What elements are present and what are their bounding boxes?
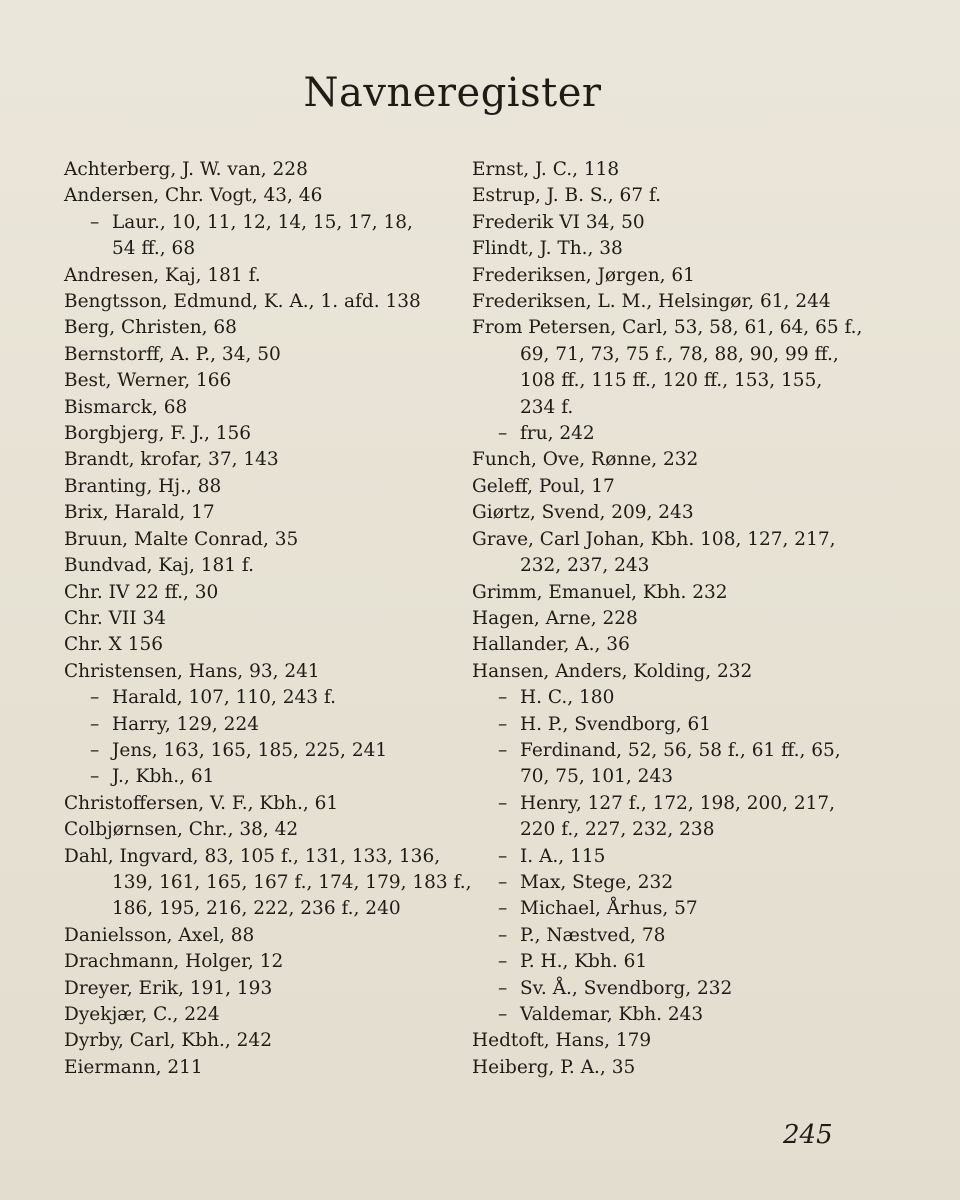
subentry-dash: – <box>90 739 100 761</box>
entry-continuation: 234 f. <box>520 396 574 418</box>
entry-text: Frederiksen, L. M., Helsingør, 61, 244 <box>472 291 831 313</box>
entry-text: Brix, Harald, 17 <box>64 502 215 524</box>
index-subentry <box>64 210 449 263</box>
subentry-dash: – <box>498 977 508 999</box>
index-entry <box>64 447 449 473</box>
index-entry <box>472 1055 842 1081</box>
entry-text: Colbjørnsen, Chr., 38, 42 <box>64 819 299 841</box>
index-entry <box>472 580 842 606</box>
index-entry <box>64 368 449 394</box>
entry-text: Estrup, J. B. S., 67 f. <box>472 185 662 207</box>
entry-text: Danielsson, Axel, 88 <box>64 924 255 946</box>
entry-text: Frederiksen, Jørgen, 61 <box>472 264 695 286</box>
entry-continuation: 70, 75, 101, 243 <box>520 766 673 788</box>
index-subentry <box>472 738 842 791</box>
entry-text: Chr. VII 34 <box>64 607 167 629</box>
index-entry <box>64 527 449 553</box>
index-entry <box>64 791 449 817</box>
entry-text: Best, Werner, 166 <box>64 370 232 392</box>
index-entry <box>64 157 449 183</box>
index-entry <box>64 1028 449 1054</box>
entry-text: fru, 242 <box>520 423 595 445</box>
entry-text: Andersen, Chr. Vogt, 43, 46 <box>64 185 323 207</box>
entry-text: Ernst, J. C., 118 <box>472 159 620 180</box>
index-entry <box>472 315 863 421</box>
subentry-dash: – <box>498 924 508 946</box>
index-subentry <box>472 870 842 896</box>
entry-text: Dreyer, Erik, 191, 193 <box>64 977 273 999</box>
subentry-dash: – <box>498 713 508 735</box>
index-entry <box>472 263 842 289</box>
entry-text: From Petersen, Carl, 53, 58, 61, 64, 65 f., <box>472 317 863 339</box>
index-entry <box>472 183 842 209</box>
subentry-dash: – <box>90 713 100 735</box>
entry-text: Hallander, A., 36 <box>472 634 630 656</box>
index-entry <box>64 342 449 368</box>
entry-text: Borgbjerg, F. J., 156 <box>64 423 252 445</box>
entry-text: Frederik VI 34, 50 <box>472 211 645 233</box>
entry-text: Drachmann, Holger, 12 <box>64 951 284 973</box>
index-subentry <box>64 764 449 790</box>
entry-continuation: 186, 195, 216, 222, 236 f., 240 <box>112 898 401 920</box>
index-entry <box>64 553 449 579</box>
entry-text: Dyekjær, C., 224 <box>64 1004 220 1025</box>
index-entry <box>64 183 449 209</box>
index-entry <box>64 421 449 447</box>
index-entry <box>472 659 842 685</box>
entry-text: Christoffersen, V. F., Kbh., 61 <box>64 792 339 814</box>
index-subentry <box>64 738 449 764</box>
page-number: 245 <box>783 1120 833 1150</box>
subentry-dash: – <box>498 423 508 445</box>
entry-text: Grave, Carl Johan, Kbh. 108, 127, 217, <box>472 528 836 550</box>
entry-text: Hansen, Anders, Kolding, 232 <box>472 660 753 682</box>
subentry-dash: – <box>498 1004 508 1025</box>
entry-text: Flindt, J. Th., 38 <box>472 238 623 260</box>
entry-text: Funch, Ove, Rønne, 232 <box>472 449 699 471</box>
index-subentry <box>472 844 842 870</box>
subentry-dash: – <box>90 687 100 709</box>
entry-text: Max, Stege, 232 <box>520 871 674 893</box>
entry-continuation: 69, 71, 73, 75 f., 78, 88, 90, 99 ff., <box>520 343 839 365</box>
entry-text: Heiberg, P. A., 35 <box>472 1056 636 1078</box>
index-entry <box>64 632 449 658</box>
index-entry <box>64 844 472 923</box>
index-entry <box>64 263 449 289</box>
entry-text: Chr. IV 22 ff., 30 <box>64 581 219 603</box>
index-subentry <box>472 712 842 738</box>
index-entry <box>64 659 449 685</box>
entry-continuation: 139, 161, 165, 167 f., 174, 179, 183 f., <box>112 871 472 893</box>
index-entry <box>64 817 449 843</box>
entry-text: Laur., 10, 11, 12, 14, 15, 17, 18, <box>112 211 413 233</box>
index-entry <box>64 949 449 975</box>
entry-text: Christensen, Hans, 93, 241 <box>64 660 320 682</box>
index-subentry <box>472 896 842 922</box>
entry-text: I. A., 115 <box>520 845 606 867</box>
entry-text: Bernstorff, A. P., 34, 50 <box>64 343 281 365</box>
index-entry <box>64 474 449 500</box>
subentry-dash: – <box>498 792 508 814</box>
index-entry <box>64 289 449 315</box>
entry-text: J., Kbh., 61 <box>112 766 215 788</box>
index-entry <box>472 1028 842 1054</box>
index-subentry <box>64 685 449 711</box>
index-entry <box>64 1002 449 1028</box>
entry-text: Brandt, krofar, 37, 143 <box>64 449 279 471</box>
index-subentry <box>64 712 449 738</box>
entry-text: Bengtsson, Edmund, K. A., 1. afd. 138 <box>64 291 421 313</box>
index-subentry <box>472 949 842 975</box>
index-entry <box>64 606 449 632</box>
entry-text: Eiermann, 211 <box>64 1056 203 1078</box>
page-title: Navneregister <box>303 70 602 116</box>
entry-text: Henry, 127 f., 172, 198, 200, 217, <box>520 792 836 814</box>
entry-text: P. H., Kbh. 61 <box>520 951 648 973</box>
entry-text: H. C., 180 <box>520 687 615 709</box>
index-entry <box>472 210 842 236</box>
index-column-right <box>472 157 863 1081</box>
entry-text: Branting, Hj., 88 <box>64 475 222 497</box>
index-subentry <box>472 1002 842 1028</box>
entry-text: H. P., Svendborg, 61 <box>520 713 712 735</box>
subentry-dash: – <box>90 211 100 233</box>
index-column-left <box>64 157 472 1081</box>
index-entry <box>472 500 842 526</box>
entry-text: Bruun, Malte Conrad, 35 <box>64 528 299 550</box>
entry-continuation: 54 ff., 68 <box>112 238 196 260</box>
index-subentry <box>472 685 842 711</box>
entry-text: Sv. Å., Svendborg, 232 <box>520 977 733 999</box>
entry-text: Dyrby, Carl, Kbh., 242 <box>64 1030 272 1052</box>
entry-text: Andresen, Kaj, 181 f. <box>64 264 261 286</box>
index-entry <box>472 447 842 473</box>
index-entry <box>64 976 449 1002</box>
index-entry <box>472 474 842 500</box>
index-entry <box>472 236 842 262</box>
entry-continuation: 220 f., 227, 232, 238 <box>520 819 715 841</box>
entry-text: Bismarck, 68 <box>64 396 188 418</box>
index-entry <box>64 315 449 341</box>
entry-text: Dahl, Ingvard, 83, 105 f., 131, 133, 136, <box>64 845 441 867</box>
entry-text: Bundvad, Kaj, 181 f. <box>64 555 254 577</box>
entry-text: Chr. X 156 <box>64 634 164 656</box>
subentry-dash: – <box>90 766 100 788</box>
entry-text: Geleff, Poul, 17 <box>472 475 615 497</box>
entry-text: Michael, Århus, 57 <box>520 898 698 920</box>
index-subentry <box>472 923 842 949</box>
entry-continuation: 232, 237, 243 <box>520 555 650 577</box>
index-entry <box>472 606 842 632</box>
subentry-dash: – <box>498 687 508 709</box>
entry-text: Valdemar, Kbh. 243 <box>520 1004 704 1025</box>
index-entry <box>64 395 449 421</box>
entry-text: Hedtoft, Hans, 179 <box>472 1030 652 1052</box>
entry-text: Jens, 163, 165, 185, 225, 241 <box>112 739 388 761</box>
index-subentry <box>472 976 842 1002</box>
subentry-dash: – <box>498 845 508 867</box>
index-subentry <box>472 791 842 844</box>
index-entry <box>64 580 449 606</box>
entry-continuation: 108 ff., 115 ff., 120 ff., 153, 155, <box>520 370 823 392</box>
index-entry <box>472 632 842 658</box>
subentry-dash: – <box>498 871 508 893</box>
entry-text: Ferdinand, 52, 56, 58 f., 61 ff., 65, <box>520 739 841 761</box>
index-entry <box>64 500 449 526</box>
entry-text: Giørtz, Svend, 209, 243 <box>472 502 694 524</box>
subentry-dash: – <box>498 951 508 973</box>
entry-text: P., Næstved, 78 <box>520 924 666 946</box>
index-subentry <box>472 421 842 447</box>
entry-text: Berg, Christen, 68 <box>64 317 237 339</box>
index-entry <box>64 1055 449 1081</box>
entry-text: Harald, 107, 110, 243 f. <box>112 687 336 709</box>
entry-text: Grimm, Emanuel, Kbh. 232 <box>472 581 728 603</box>
entry-text: Hagen, Arne, 228 <box>472 607 638 629</box>
index-entry <box>64 923 449 949</box>
entry-text: Achterberg, J. W. van, 228 <box>64 159 308 180</box>
index-entry <box>472 157 842 183</box>
entry-text: Harry, 129, 224 <box>112 713 259 735</box>
subentry-dash: – <box>498 898 508 920</box>
subentry-dash: – <box>498 739 508 761</box>
index-entry <box>472 289 842 315</box>
index-entry <box>472 527 842 580</box>
